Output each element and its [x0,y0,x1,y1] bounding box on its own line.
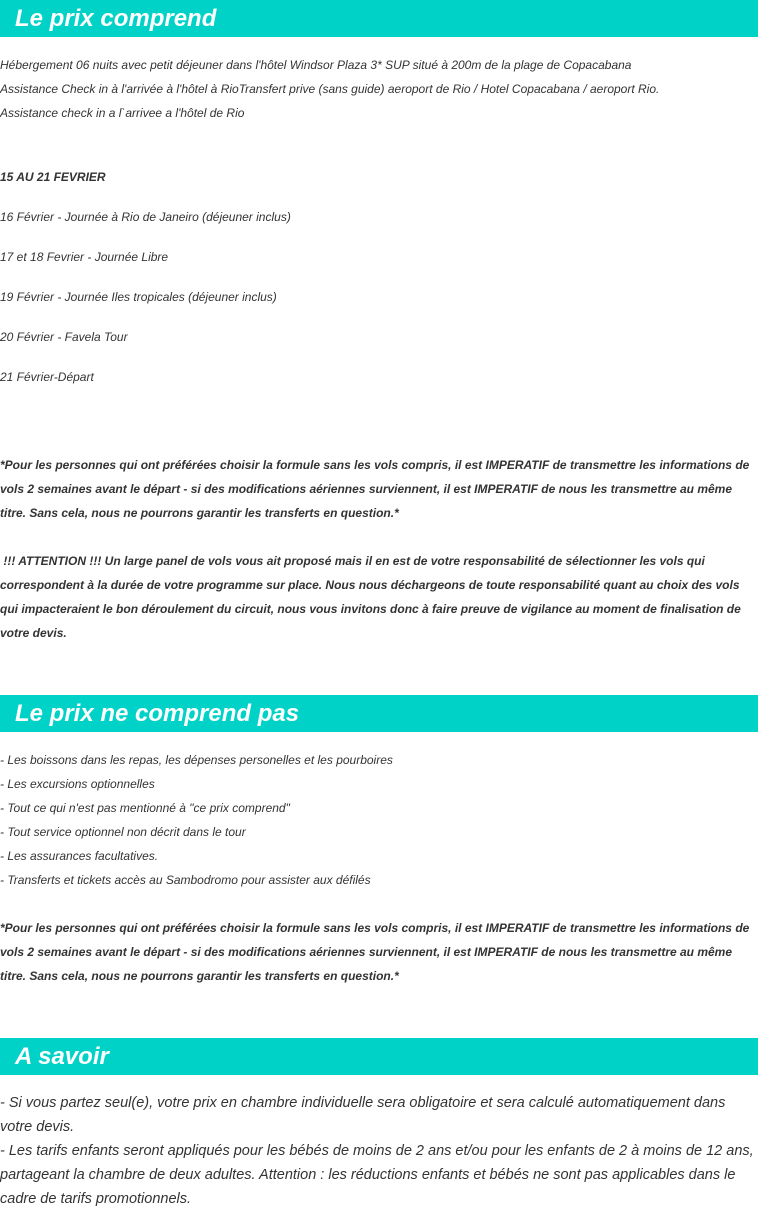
itinerary-item: 19 Février - Journée Iles tropicales (déjeuner inclus) [0,290,277,304]
included-list [0,53,756,125]
section-title-info: A savoir [0,1038,758,1075]
flights-note: *Pour les personnes qui ont préférées choisir la formule sans les vols compris, il est IMPERATIF de transmettre les informations de vols 2 semaines avant le départ - si des modifications aériennes surviennent, il est IMPERATIF de nous les transmettre au même titre. Sans cela, nous ne pourrons garantir les transferts en question.* [0,458,750,520]
section-title-included: Le prix comprend [0,0,758,37]
attention-note: !!! ATTENTION !!! Un large panel de vols vous ait proposé mais il en est de votre responsabilité de sélectionner les vols qui correspondent à la durée de votre programme sur place. Nous nous déchargeons de toute responsabilité quant au choix des vols qui impacteraient le bon déroulement du circuit, nous vous invitons donc à faire preuve de vigilance au moment de finalisation de votre devis. [0,554,745,640]
excluded-flights-note: *Pour les personnes qui ont préférées choisir la formule sans les vols compris, il est IMPERATIF de transmettre les informations de vols 2 semaines avant le départ - si des modifications aériennes surviennent, il est IMPERATIF de nous les transmettre au même titre. Sans cela, nous ne pourrons garantir les transferts en question.* [0,921,750,983]
excluded-line: - Tout service optionnel non décrit dans le tour [0,825,246,839]
itinerary-item: 21 Février-Départ [0,370,94,384]
itinerary-item: 16 Février - Journée à Rio de Janeiro (déjeuner inclus) [0,210,291,224]
excluded-line: - Transferts et tickets accès au Sambodromo pour assister aux défilés [0,873,371,887]
excluded-line: - Les excursions optionnelles [0,777,155,791]
excluded-list [0,748,756,892]
dates-heading: 15 AU 21 FEVRIER [0,170,106,184]
included-line: Assistance Check in à l'arrivée à l'hôtel à RioTransfert prive (sans guide) aeroport de Rio / Hotel Copacabana / aeroport Rio. [0,82,660,96]
excluded-line: - Tout ce qui n'est pas mentionné à "ce prix comprend" [0,801,290,815]
included-line: Hébergement 06 nuits avec petit déjeuner dans l'hôtel Windsor Plaza 3* SUP situé à 200m de la plage de Copacabana [0,58,632,72]
excluded-line: - Les assurances facultatives. [0,849,159,863]
section-title-excluded: Le prix ne comprend pas [0,695,758,732]
info-notes [0,1091,756,1211]
children-rates-note: - Les tarifs enfants seront appliqués pour les bébés de moins de 2 ans et/ou pour les enfants de 2 à moins de 12 ans, partageant la chambre de deux adultes. Attention : les réductions enfants et bébés ne sont pas applicables dans le cadre de tarifs promotionnels. [0,1143,754,1207]
included-line: Assistance check in a l`arrivee a l'hôtel de Rio [0,106,245,120]
single-room-note: - Si vous partez seul(e), votre prix en chambre individuelle sera obligatoire et sera calculé automatiquement dans votre devis. [0,1095,726,1135]
excluded-line: - Les boissons dans les repas, les dépenses personelles et les pourboires [0,753,393,767]
itinerary-item: 20 Février - Favela Tour [0,330,128,344]
itinerary-item: 17 et 18 Fevrier - Journée Libre [0,250,169,264]
